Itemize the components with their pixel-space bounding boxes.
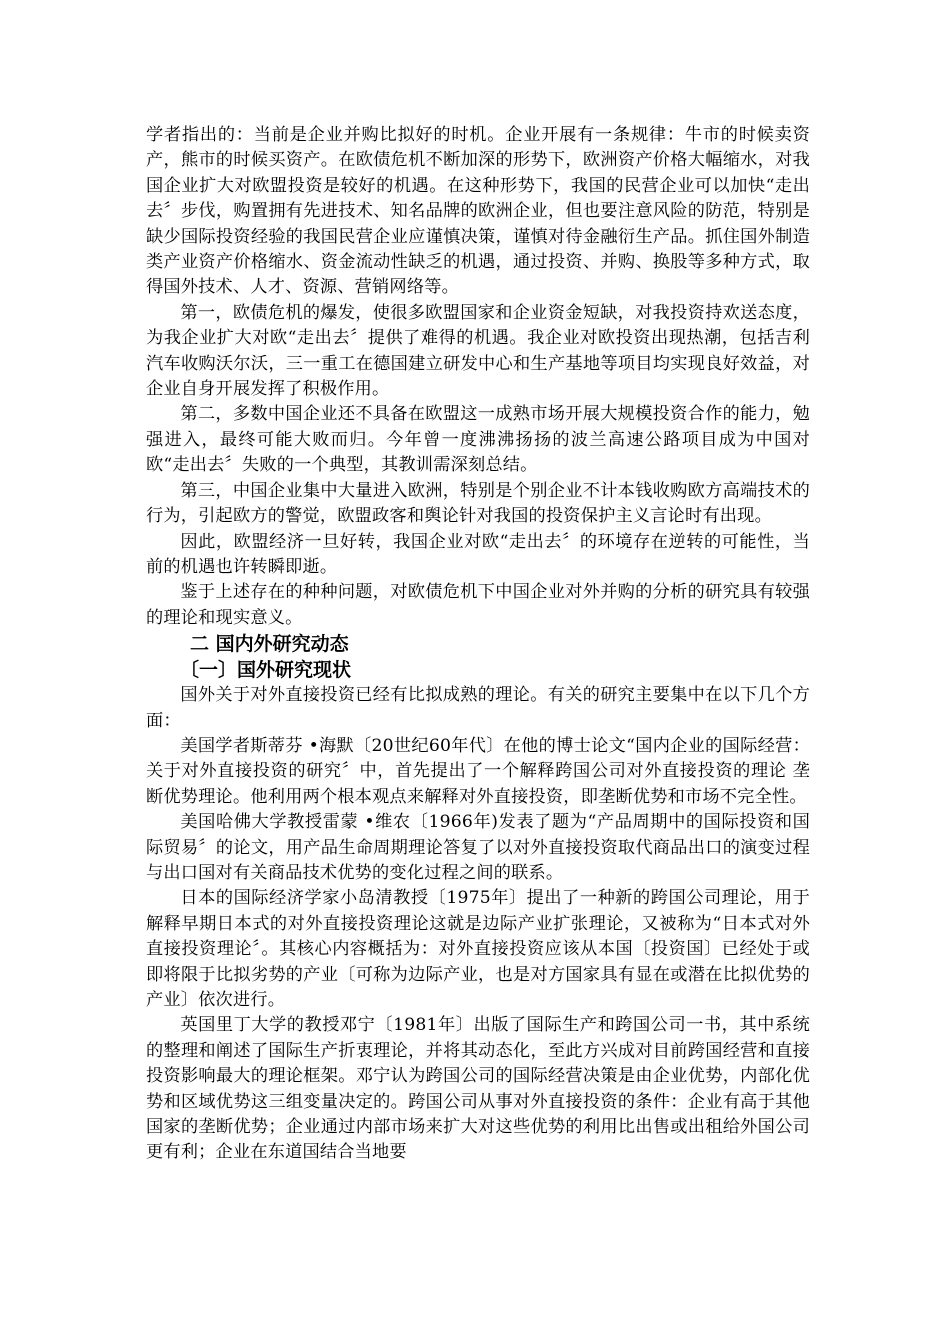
paragraph-therefore: 因此，欧盟经济一旦好转，我国企业对欧“走出去〞的环境存在逆转的可能性，当前的机遇也许转瞬即逝。	[146, 531, 810, 577]
paragraph-dunning: 英国里丁大学的教授邓宁〔1981年〕出版了国际生产和跨国公司一书，其中系统的整理和阐述了国际生产折衷理论，并将其动态化，至此方兴成对目前跨国经营和直接投资影响最大的理论框架。邓宁认为跨国公司的国际经营决策是由企业优势，内部化优势和区域优势这三组变量决定的。跨国公司从事对外直接投资的条件：企业有高于其他国家的垄断优势；企业通过内部市场来扩大对这些优势的利用比出售或出租给外国公司更有利；企业在东道国结合当地要	[146, 1015, 810, 1163]
paragraph-hymer: 美国学者斯蒂芬 •海默〔20世纪60年代〕在他的博士论文“国内企业的国际经营：关于对外直接投资的研究〞中，首先提出了一个解释跨国公司对外直接投资的理论 垄断优势理论。他利用两个根本观点来解释对外直接投资，即垄断优势和市场不完全性。	[146, 735, 810, 807]
paragraph-kojima: 日本的国际经济学家小岛清教授〔1975年〕提出了一种新的跨国公司理论，用于解释早期日本式的对外直接投资理论这就是边际产业扩张理论，又被称为“日本式对外直接投资理论〞。其核心内容概括为：对外直接投资应该从本国〔投资国〕已经处于或即将限于比拟劣势的产业〔可称为边际产业，也是对方国家具有显在或潜在比拟优势的产业〕依次进行。	[146, 888, 810, 1010]
subsection-heading-foreign-research: 〔一〕国外研究现状	[180, 659, 352, 682]
paragraph-significance: 鉴于上述存在的种种问题，对欧债危机下中国企业对外并购的分析的研究具有较强的理论和现实意义。	[146, 582, 810, 628]
paragraph-intro: 学者指出的：当前是企业并购比拟好的时机。企业开展有一条规律：牛市的时候卖资产，熊市的时候买资产。在欧债危机不断加深的形势下，欧洲资产价格大幅缩水，对我国企业扩大对欧盟投资是较好的机遇。在这种形势下，我国的民营企业可以加快“走出去〞步伐，购置拥有先进技术、知名品牌的欧洲企业，但也要注意风险的防范，特别是缺少国际投资经验的我国民营企业应谨慎决策，谨慎对待金融衍生产品。抓住国外制造类产业资产价格缩水、资金流动性缺乏的机遇，通过投资、并购、换股等多种方式，取得国外技术、人才、资源、营销网络等。	[146, 125, 810, 298]
paragraph-first-point: 第一，欧债危机的爆发，使很多欧盟国家和企业资金短缺，对我投资持欢送态度，为我企业扩大对欧“走出去〞提供了难得的机遇。我企业对欧投资出现热潮，包括吉利汽车收购沃尔沃，三一重工在德国建立研发中心和生产基地等项目均实现良好效益，对企业自身开展发挥了积极作用。	[146, 302, 810, 400]
document-page	[146, 123, 810, 1166]
paragraph-vernon: 美国哈佛大学教授雷蒙 •维农〔1966年)发表了题为“产品周期中的国际投资和国际贸易〞的论文，用产品生命周期理论答复了以对外直接投资取代商品出口的演变过程与出口国对有关商品技术优势的变化过程之间的联系。	[146, 812, 810, 883]
paragraph-foreign-overview: 国外关于对外直接投资已经有比拟成熟的理论。有关的研究主要集中在以下几个方面：	[146, 685, 810, 731]
section-heading-research-status: 二 国内外研究动态	[190, 633, 349, 656]
paragraph-second-point: 第二，多数中国企业还不具备在欧盟这一成熟市场开展大规模投资合作的能力，勉强进入，最终可能大败而归。今年曾一度沸沸扬扬的波兰高速公路项目成为中国对欧“走出去〞失败的一个典型，其教训需深刻总结。	[146, 404, 810, 476]
paragraph-third-point: 第三，中国企业集中大量进入欧洲，特别是个别企业不计本钱收购欧方高端技术的行为，引起欧方的警觉，欧盟政客和舆论针对我国的投资保护主义言论时有出现。	[146, 480, 810, 527]
